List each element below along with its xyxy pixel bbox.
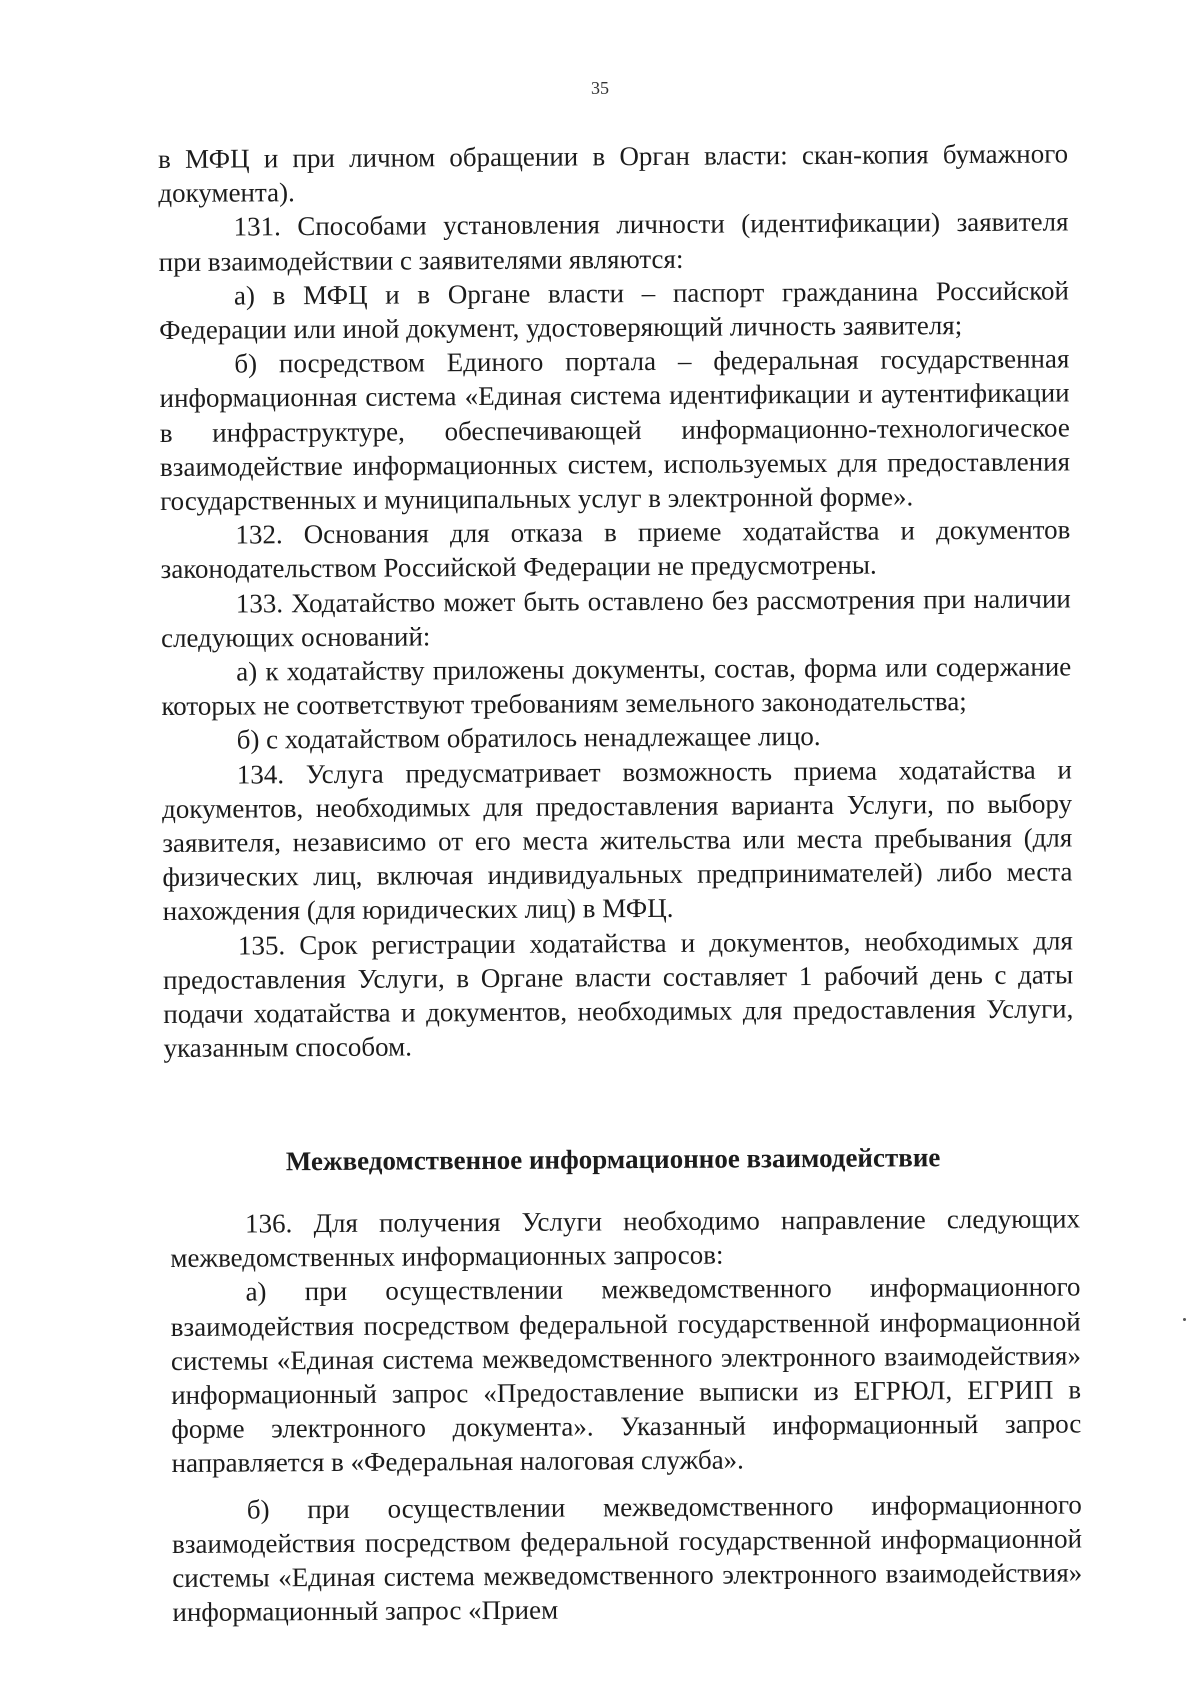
page-number: 35 — [591, 78, 609, 98]
paragraph-131: 131. Способами установления личности (идентификации) заявителя при взаимодействии с заявителями являются: — [158, 206, 1069, 277]
paragraph: в МФЦ и при личном обращении в Орган власти: скан-копия бумажного документа). — [158, 138, 1069, 209]
paragraph-136-b: б) при осуществлении межведомственного информационного взаимодействия посредством федеральной государственной информационной системы «Единая система межведомственного электронного взаимодействия» информационный запрос «Прием — [171, 1489, 1083, 1628]
paragraph-133-b: б) с ходатайством обратилось ненадлежащее лицо. — [236, 721, 821, 755]
paragraph-134: 134. Услуга предусматривает возможность приема ходатайства и документов, необходимых для предоставления варианта Услуги, по выбору заявителя, независимо от его места жительства или места пребывания (для физических лиц, включая индивидуальных предпринимателей) либо места нахождения (для юридических лиц) в МФЦ. — [161, 754, 1073, 927]
section-heading: Межведомственное информационное взаимодействие — [285, 1142, 941, 1177]
paragraph-136-a: а) при осуществлении межведомственного информационного взаимодействия посредством федеральной государственной информационной системы «Единая система межведомственного электронного взаимодействия» информационный запрос «Предоставление выписки из ЕГРЮЛ, ЕГРИП в форме электронного документа». Указанный информационный запрос направляется в «Федеральная налоговая служба». — [170, 1271, 1082, 1479]
body-text-lower — [170, 1201, 1083, 1629]
paragraph-133-a: а) к ходатайству приложены документы, состав, форма или содержание которых не соответствуют требованиям земельного законодательства; — [161, 651, 1072, 722]
scan-speck — [1183, 1318, 1186, 1321]
paragraph-131-a: а) в МФЦ и в Органе власти – паспорт гражданина Российской Федерации или иной документ, удостоверяющий личность заявителя; — [159, 275, 1070, 346]
paragraph-135: 135. Срок регистрации ходатайства и документов, необходимых для предоставления Услуги, в Органе власти составляет 1 рабочий день с даты подачи ходатайства и документов, необходимых для предоставления Услуги, указанным способом. — [163, 925, 1074, 1064]
paragraph-131-b: б) посредством Единого портала – федеральная государственная информационная система «Единая система идентификации и аутентификации в инфраструктуре, обеспечивающей информационно-технологическое взаимодействие информационных систем, используемых для предоставления государственных и муниципальных услуг в электронной форме». — [159, 343, 1071, 517]
paragraph-133: 133. Ходатайство может быть оставлено без рассмотрения при наличии следующих оснований: — [160, 583, 1071, 653]
paragraph-132: 132. Основания для отказа в приеме ходатайства и документов законодательством Российской Федерации не предусмотрены. — [160, 514, 1071, 585]
paragraph-136: 136. Для получения Услуги необходимо направление следующих межведомственных информационных запросов: — [170, 1203, 1081, 1274]
body-text-upper — [158, 136, 1074, 1065]
